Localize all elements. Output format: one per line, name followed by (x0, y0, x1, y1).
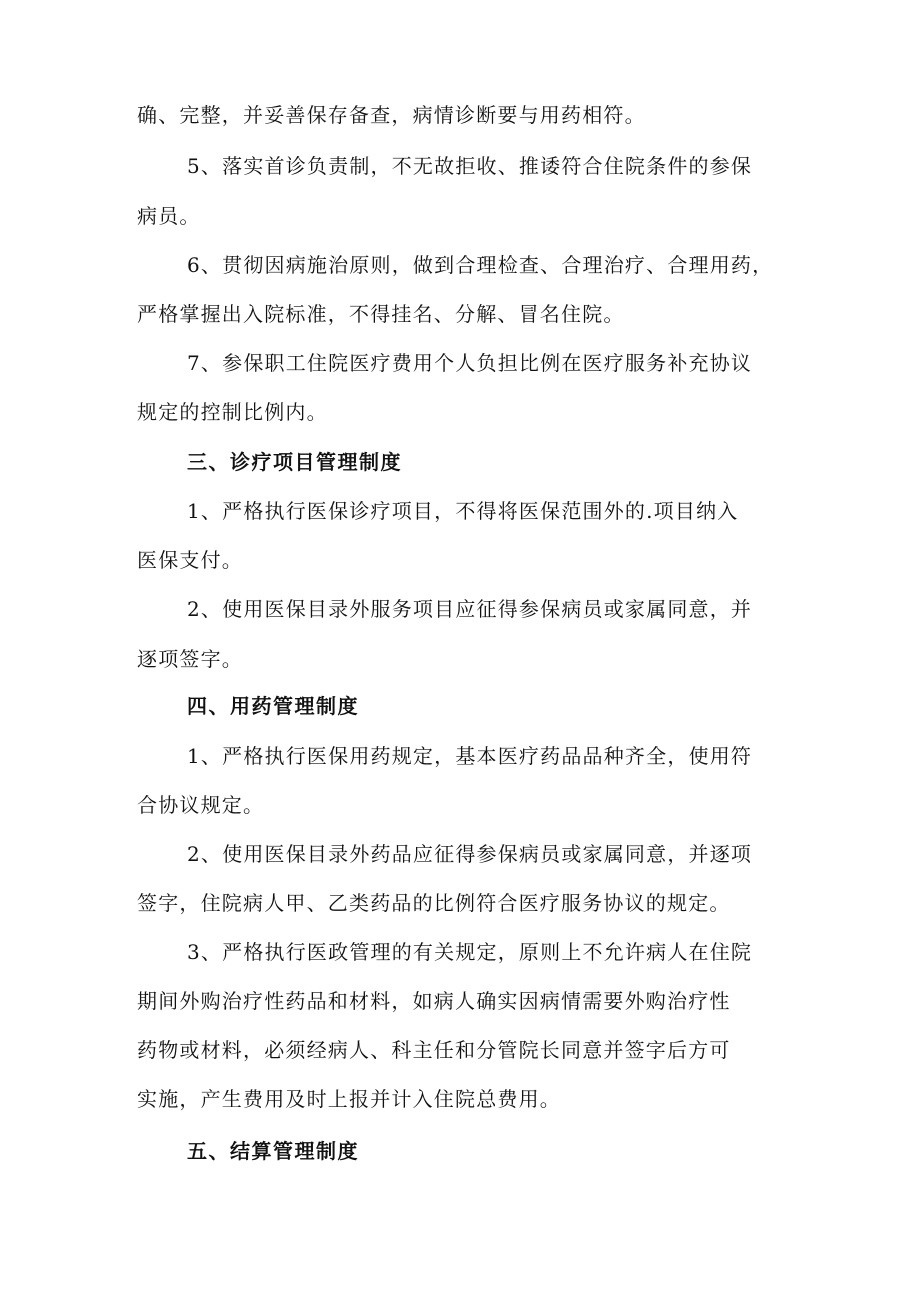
paragraph-line: 7、参保职工住院医疗费用个人负担比例在医疗服务补充协议 (187, 351, 753, 375)
paragraph-line: 逐项签字。 (137, 647, 243, 671)
section-heading: 五、结算管理制度 (187, 1139, 359, 1163)
paragraph-line: 医保支付。 (137, 548, 243, 572)
section-heading: 四、用药管理制度 (187, 694, 359, 718)
paragraph-line: 病员。 (137, 204, 201, 228)
paragraph-line: 实施，产生费用及时上报并计入住院总费用。 (137, 1087, 561, 1111)
paragraph-line: 2、使用医保目录外药品应征得参保病员或家属同意，并逐项 (187, 842, 753, 866)
paragraph-line: 规定的控制比例内。 (137, 400, 328, 424)
paragraph-line: 严格掌握出入院标准，不得挂名、分解、冒名住院。 (137, 302, 625, 326)
paragraph-line: 5、落实首诊负责制，不无故拒收、推诿符合住院条件的参保 (187, 154, 753, 178)
paragraph-line: 确、完整，并妥善保存备查，病情诊断要与用药相符。 (137, 103, 646, 127)
paragraph-line: 1、严格执行医保用药规定，基本医疗药品品种齐全，使用符 (187, 744, 753, 768)
section-heading: 三、诊疗项目管理制度 (187, 450, 402, 474)
paragraph-line: 6、贯彻因病施治原则，做到合理检查、合理治疗、合理用药， (187, 253, 774, 277)
paragraph-line: 签字，住院病人甲、乙类药品的比例符合医疗服务协议的规定。 (137, 891, 731, 915)
paragraph-line: 期间外购治疗性药品和材料，如病人确实因病情需要外购治疗性 (137, 989, 731, 1013)
paragraph-line: 1、严格执行医保诊疗项目，不得将医保范围外的.项目纳入 (187, 499, 739, 523)
paragraph-line: 药物或材料，必须经病人、科主任和分管院长同意并签字后方可 (137, 1038, 731, 1062)
paragraph-line: 3、严格执行医政管理的有关规定，原则上不允许病人在住院 (187, 940, 753, 964)
paragraph-line: 合协议规定。 (137, 793, 265, 817)
paragraph-line: 2、使用医保目录外服务项目应征得参保病员或家属同意，并 (187, 597, 753, 621)
